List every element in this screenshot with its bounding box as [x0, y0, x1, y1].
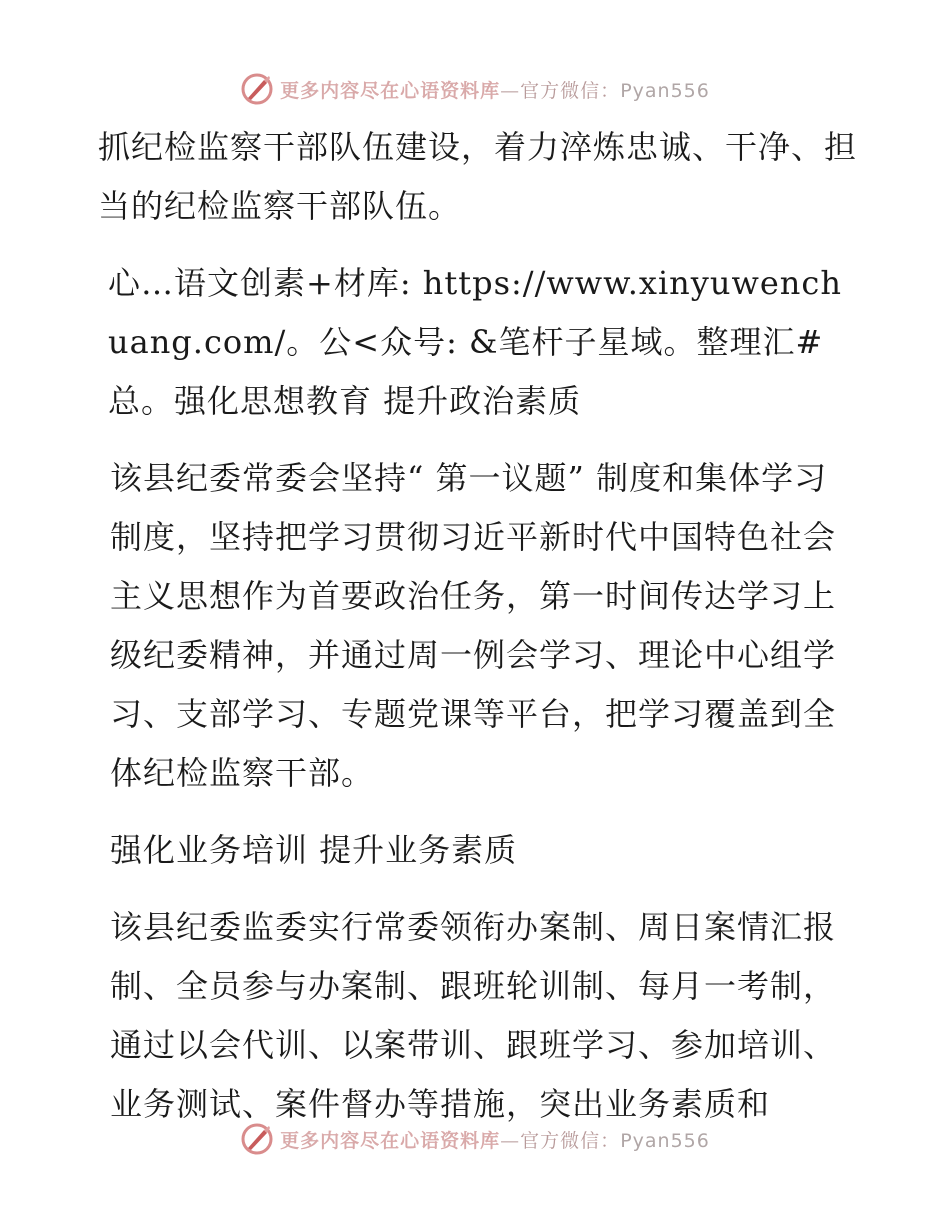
- paragraph-3: 该县纪委常委会坚持“ 第一议题” 制度和集体学习制度，坚持把学习贯彻习近平新时代中国特色社会主义思想作为首要政治任务，第一时间传达学习上级纪委精神，并通过周一例会学习、理论中心组学习、支部学习、专题党课等平台，把学习覆盖到全体纪检监察干部。: [110, 459, 837, 792]
- watermark-official: 官方微信：: [520, 1129, 621, 1152]
- footer-watermark: [0, 1122, 950, 1156]
- paragraph-1: 抓纪检监察干部队伍建设，着力淬炼忠诚、干净、担当的纪检监察干部队伍。: [98, 128, 858, 225]
- quill-logo-icon: [240, 1122, 274, 1156]
- watermark-dash: —: [500, 79, 521, 102]
- header-watermark: [0, 72, 950, 106]
- document-body: [98, 118, 858, 1134]
- paragraph-5: 该县纪委监委实行常委领衔办案制、周日案情汇报制、全员参与办案制、跟班轮训制、每月一考制，通过以会代训、以案带训、跟班学习、参加培训、业务测试、案件督办等措施，突出业务素质和: [110, 908, 837, 1123]
- paragraph-2: 心…语文创素+材库: https://www.xinyuwenchuang.com/。公<众号: &笔杆子星域。整理汇#总。强化思想教育 提升政治素质: [108, 264, 842, 420]
- watermark-wechat-id: Pyan556: [620, 79, 710, 102]
- watermark-official: 官方微信：: [520, 79, 621, 102]
- watermark-dash: —: [500, 1129, 521, 1152]
- watermark-text: [280, 1126, 710, 1153]
- quill-logo-icon: [240, 72, 274, 106]
- watermark-text: [280, 76, 710, 103]
- watermark-site: 更多内容尽在心语资料库: [280, 1129, 501, 1152]
- watermark-wechat-id: Pyan556: [620, 1129, 710, 1152]
- watermark-site: 更多内容尽在心语资料库: [280, 79, 501, 102]
- section-heading: 强化业务培训 提升业务素质: [110, 831, 518, 869]
